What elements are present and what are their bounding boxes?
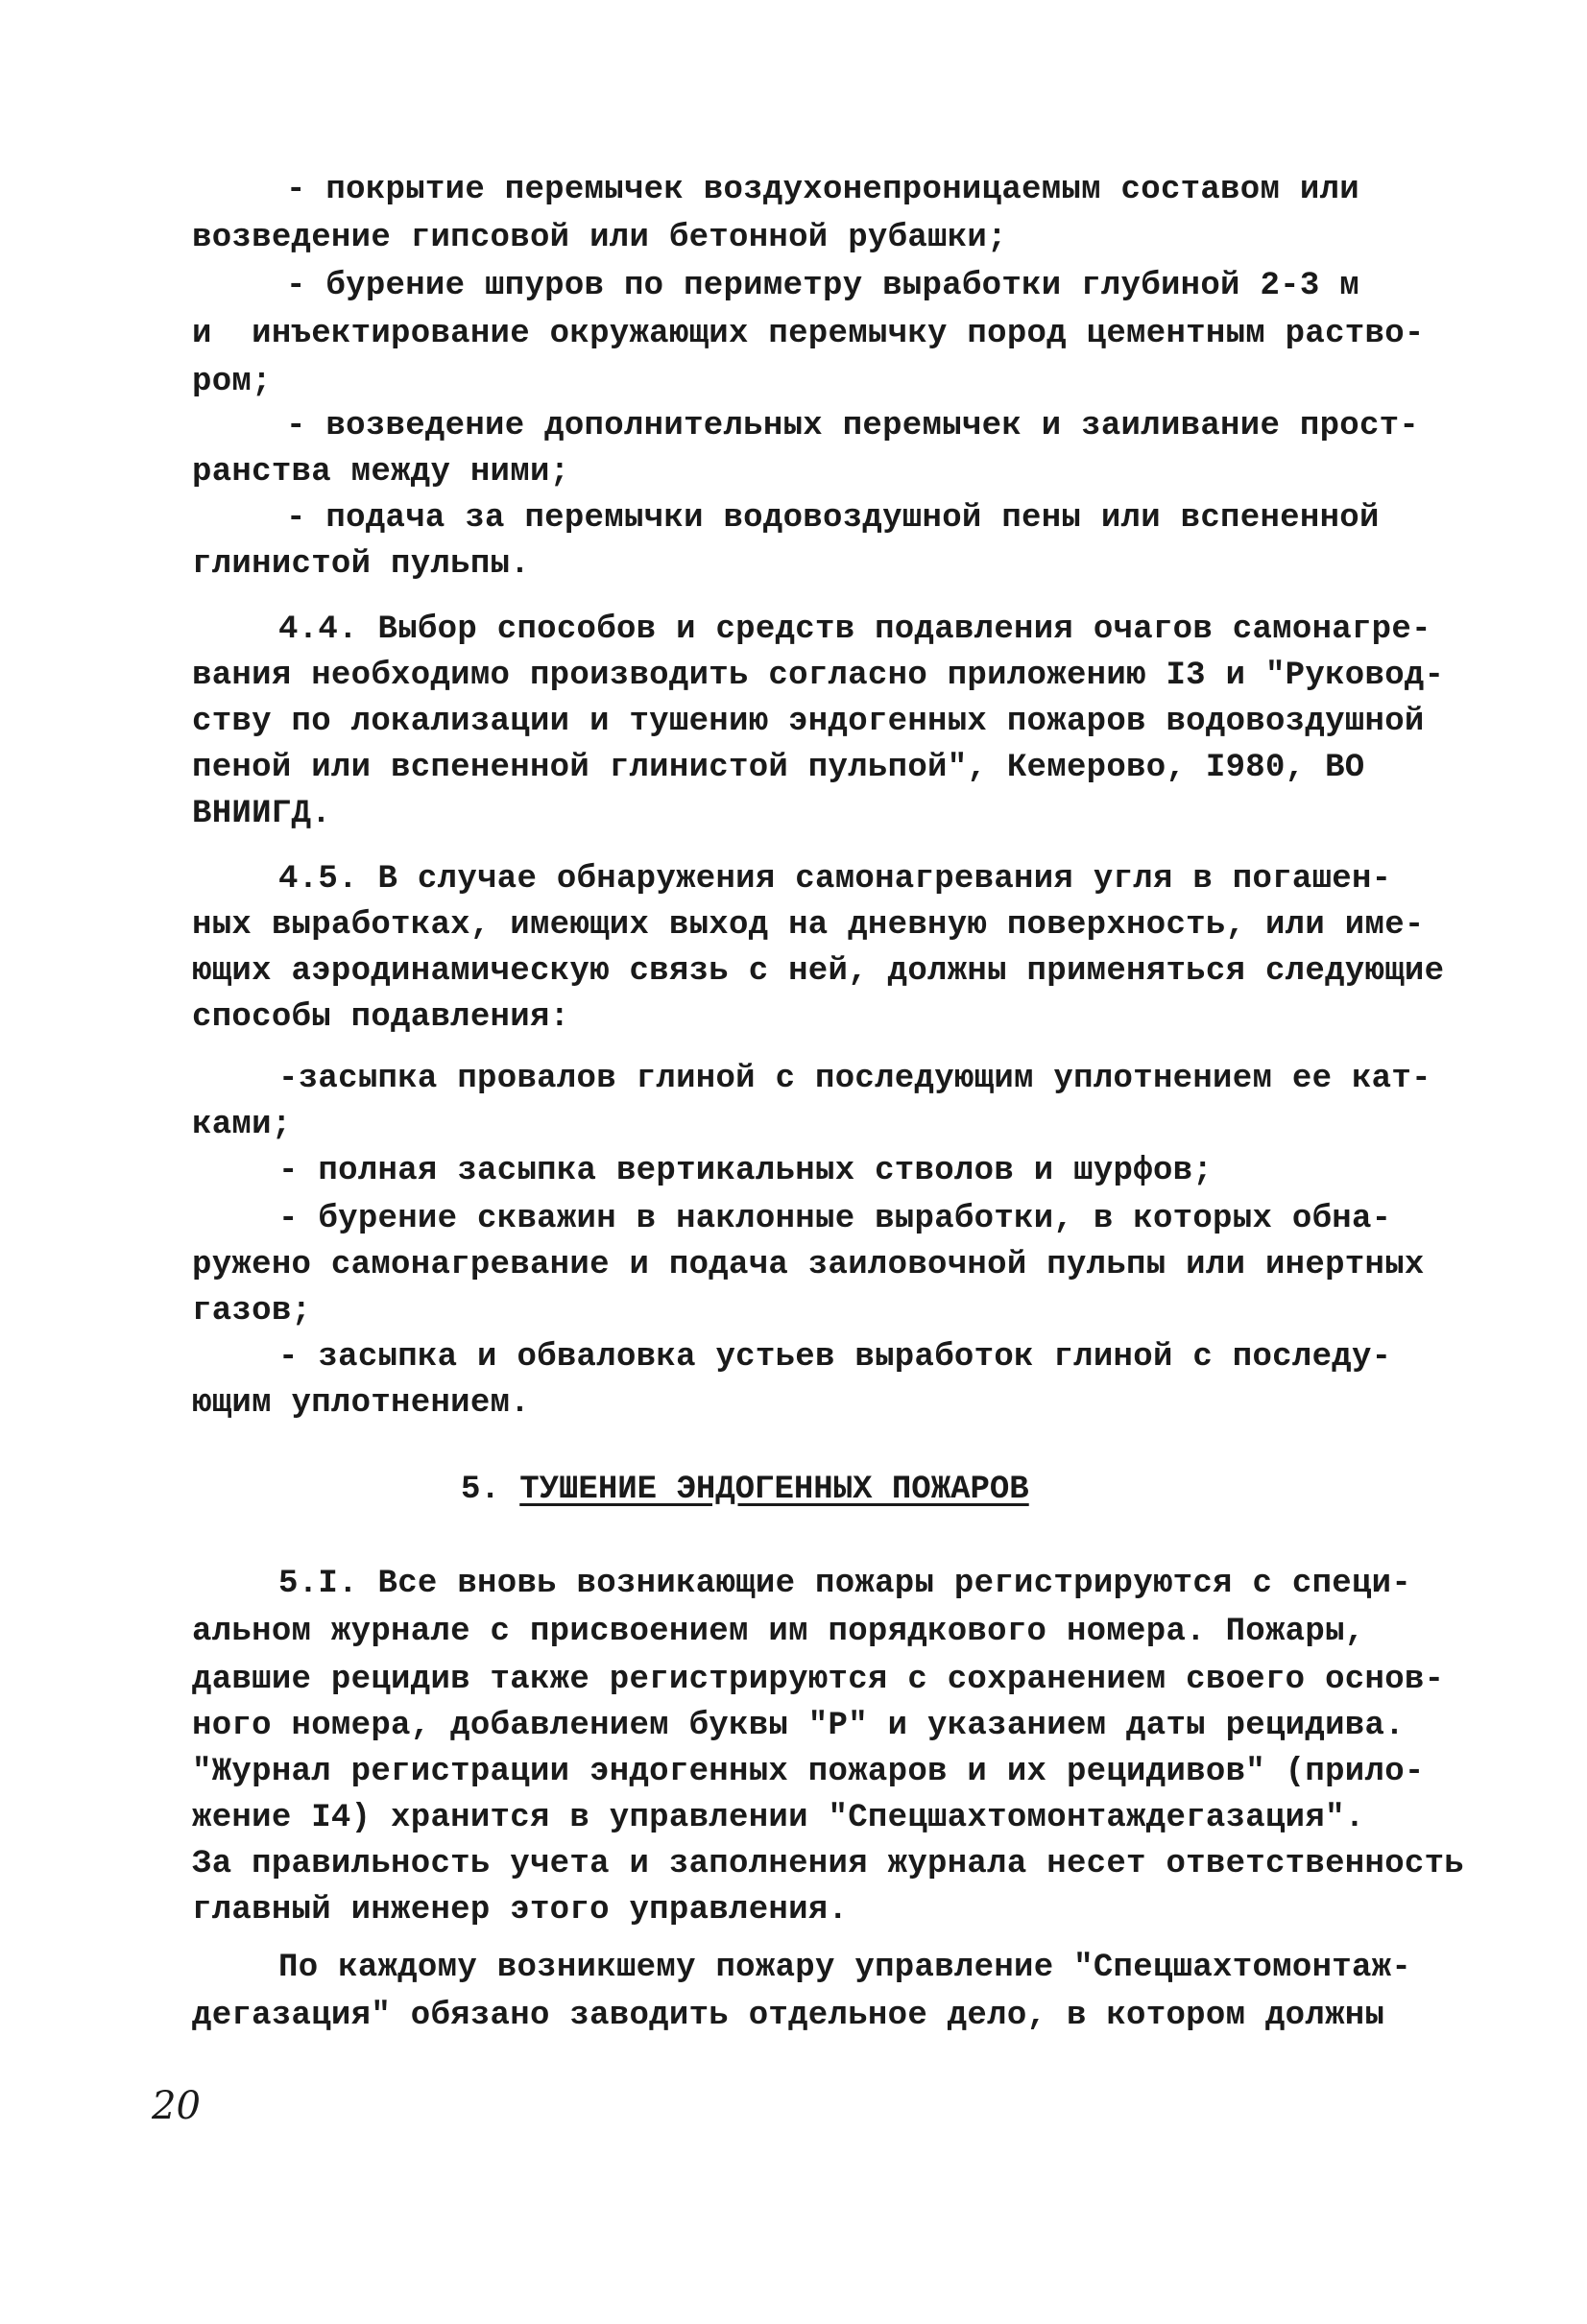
text-line: ружено самонагревание и подача заиловочной пульпы или инертных: [192, 1247, 1425, 1283]
text-line: 4.4. Выбор способов и средств подавления очагов самонагре-: [278, 611, 1431, 648]
text-line: вания необходимо производить согласно приложению I3 и "Руковод-: [192, 658, 1445, 694]
text-line: ющим уплотнением.: [192, 1385, 530, 1422]
text-line: По каждому возникшему пожару управление "Спецшахтомонтаж-: [278, 1950, 1412, 1986]
text-line: - возведение дополнительных перемычек и заиливание прост-: [286, 408, 1420, 444]
text-line: ных выработках, имеющих выход на дневную поверхность, или име-: [192, 907, 1425, 944]
text-line: 4.5. В случае обнаружения самонагревания угля в погашен-: [278, 861, 1392, 898]
text-line: главный инженер этого управления.: [192, 1892, 849, 1929]
text-line: альном журнале с присвоением им порядкового номера. Пожары,: [192, 1614, 1365, 1650]
text-line: глинистой пульпы.: [192, 546, 530, 583]
section-number: 5.: [461, 1472, 500, 1508]
page-number: 20: [152, 2084, 201, 2128]
text-line: ству по локализации и тушению эндогенных пожаров водовоздушной: [192, 704, 1425, 740]
text-line: 5.I. Все вновь возникающие пожары регистрируются с специ-: [278, 1566, 1412, 1602]
text-line: ВНИИГД.: [192, 796, 331, 832]
section-title: ТУШЕНИЕ ЭНДОГЕННЫХ ПОЖАРОВ: [519, 1472, 1029, 1508]
text-line: и инъектирование окружающих перемычку пород цементным раство-: [192, 316, 1425, 352]
text-line: жение I4) хранится в управлении "Спецшахтомонтаждегазация".: [192, 1800, 1365, 1836]
text-line: ющих аэродинамическую связь с ней, должны применяться следующие: [192, 953, 1445, 990]
text-line: -засыпка провалов глиной с последующим уплотнением ее кат-: [278, 1061, 1431, 1097]
text-line: За правильность учета и заполнения журнала несет ответственность: [192, 1846, 1465, 1882]
text-line: "Журнал регистрации эндогенных пожаров и их рецидивов" (прило-: [192, 1754, 1425, 1790]
text-line: ками;: [192, 1107, 292, 1143]
text-line: давшие рецидив также регистрируются с сохранением своего основ-: [192, 1662, 1445, 1698]
section-heading: [461, 1471, 1029, 1509]
text-line: пеной или вспененной глинистой пульпой", Кемерово, I980, ВО: [192, 750, 1365, 786]
text-line: - покрытие перемычек воздухонепроницаемым составом или: [286, 172, 1359, 208]
text-line: - бурение скважин в наклонные выработки, в которых обна-: [278, 1201, 1392, 1237]
text-line: дегазация" обязано заводить отдельное дело, в котором должны: [192, 1998, 1385, 2034]
text-line: - засыпка и обваловка устьев выработок глиной с последу-: [278, 1339, 1392, 1376]
text-line: газов;: [192, 1293, 312, 1330]
text-line: ром;: [192, 364, 272, 400]
text-line: - полная засыпка вертикальных стволов и шурфов;: [278, 1153, 1214, 1189]
text-line: возведение гипсовой или бетонной рубашки;: [192, 220, 1007, 256]
text-line: - подача за перемычки водовоздушной пены или вспененной: [286, 500, 1380, 537]
text-line: ранства между ними;: [192, 454, 570, 491]
text-line: ного номера, добавлением буквы "Р" и указанием даты рецидива.: [192, 1708, 1405, 1744]
text-line: - бурение шпуров по периметру выработки глубиной 2-3 м: [286, 268, 1359, 304]
text-line: способы подавления:: [192, 999, 570, 1036]
